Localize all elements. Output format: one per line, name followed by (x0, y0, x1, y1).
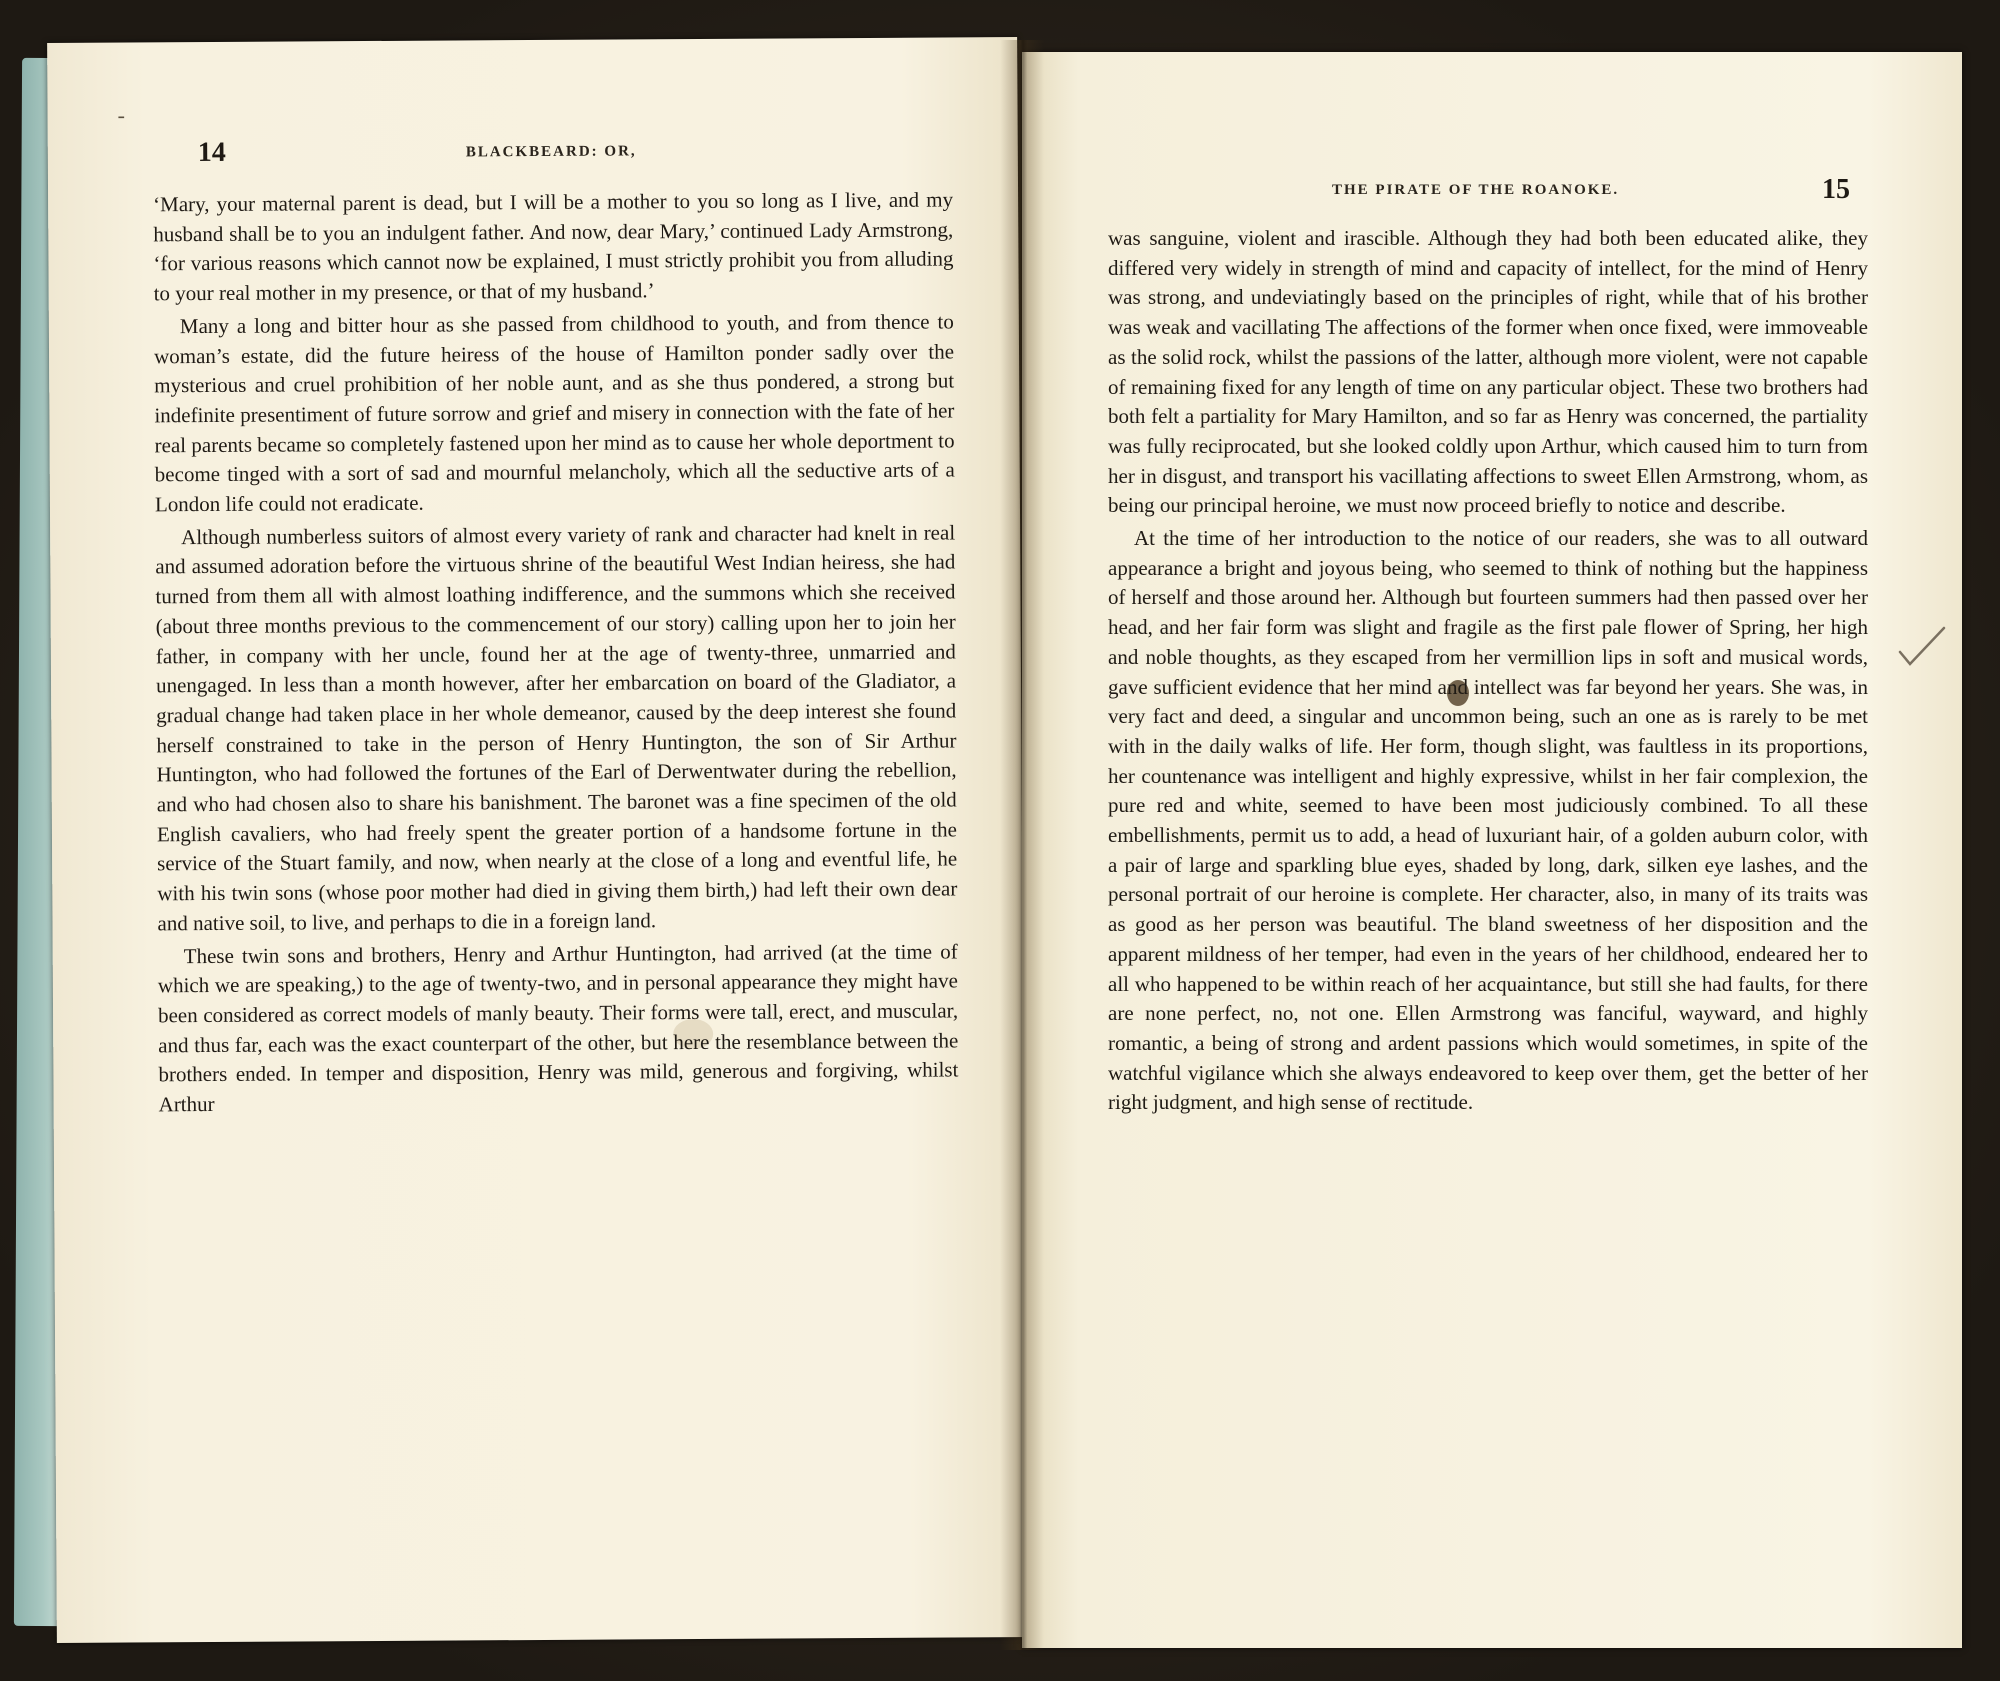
paragraph: These twin sons and brothers, Henry and Arthur Huntington, had arrived (at the time of which we are speaking,) to the age of twenty-two, and in personal appearance they might have been considered as correct models of manly beauty. Their forms were tall, erect, and muscular, and thus far, each was the exact counterpart of the other, but here the resemblance between the brothers ended. In temper and disposition, Henry was mild, generous and forgiving, whilst Arthur (157, 939, 959, 1117)
right-page (1022, 52, 1962, 1648)
margin-mark: - (117, 102, 125, 128)
paragraph: At the time of her introduction to the notice of our readers, she was to all outward appearance a bright and joyous being, who seemed to think of nothing but the happiness of herself and those around her. Although but fourteen summers had then passed over her head, and her fair form was slight and fragile as the first pale flower of Spring, her high and noble thoughts, as they escaped from her vermillion lips in soft and musical words, gave sufficient evidence that her mind and intellect was far beyond her years. She was, in very fact and deed, a singular and uncommon being, such an one as is rarely to be met with in the daily walks of life. Her form, though slight, was faultless in its proportions, her countenance was intelligent and highly expressive, whilst in her fair complexion, the pure red and white, seemed to have been most judiciously combined. To all these embellishments, permit us to add, a head of luxuriant hair, of a golden auburn color, with a pair of large and sparkling blue eyes, shaded by long, dark, silken eye lashes, and the personal portrait of our heroine is complete. Her character, also, in many of its traits was as good as her person was beautiful. The bland sweetness of her disposition and the apparent mildness of her temper, had even in the years of her childhood, endeared her to all who happened to be within reach of her acquaintance, but still she had faults, for there are none perfect, no, not one. Ellen Armstrong was fanciful, wayward, and highly romantic, a being of strong and ardent passions which would sometimes, in spite of the watchful vigilance which she always endeavored to keep over them, get the better of her right judgment, and high sense of rectitude. (1108, 526, 1868, 1115)
running-head-left: BLACKBEARD: OR, (465, 143, 637, 161)
paragraph: ‘Mary, your maternal parent is dead, but I will be a mother to you so long as I live, and my husband shall be to you an indulgent father. And now, dear Mary,’ continued Lady Armstrong, ‘for various reasons which cannot now be explained, I must strictly prohibit you from alluding to your real mother in my presence, or that of my husband.’ (153, 187, 954, 306)
left-page-body (153, 185, 959, 1123)
page-number-right: 15 (1822, 174, 1850, 205)
running-head-right: THE PIRATE OF THE ROANOKE. (1332, 182, 1620, 198)
paragraph: Although numberless suitors of almost every variety of rank and character had knelt in real and assumed adoration before the virtuous shrine of the beautiful West Indian heiress, she had turned from them all with almost loathing indifference, and the summons which she received (about three months previous to the commencement of our story) calling upon her to join her father, in company with her uncle, found her at the age of twenty-three, unmarried and unengaged. In less than a month however, after her embarcation on board of the Gladiator, a gradual change had taken place in her whole demeanor, caused by the deep interest she found herself constrained to take in the person of Henry Huntington, the son of Sir Arthur Huntington, who had followed the fortunes of the Earl of Derwentwater during the rebellion, and who had chosen also to share his banishment. The baronet was a fine specimen of the old English cavaliers, who had freely spent the greater portion of a handsome fortune in the service of the Stuart family, and now, when nearly at the close of a long and eventful life, he with his twin sons (whose poor mother had died in giving them birth,) had left their own dear and native soil, to live, and perhaps to die in a foreign land. (155, 520, 958, 936)
pencil-check-icon (1896, 622, 1948, 672)
paragraph: Many a long and bitter hour as she passed from childhood to youth, and from thence to woman’s estate, did the future heiress of the house of Hamilton ponder sadly over the mysterious and cruel prohibition of her noble aunt, and as she thus pondered, a strong but indefinite presentiment of future sorrow and grief and misery in connection with the fate of her real parents became so completely fastened upon her mind as to cause her whole deportment to become tinged with a sort of sad and mournful melancholy, which all the seductive arts of a London life could not eradicate. (153, 309, 955, 517)
left-page (47, 37, 1027, 1643)
page-number-left: 14 (197, 136, 226, 169)
right-page-body (1108, 224, 1868, 1121)
paragraph: was sanguine, violent and irascible. Although they had both been educated alike, they differed very widely in strength of mind and capacity of intellect, for the mind of Henry was strong, and undeviatingly based on the principles of right, while that of his brother was weak and vacillating The affections of the former when once fixed, were immoveable as the solid rock, whilst the passions of the latter, although more violent, were not capable of remaining fixed for any length of time on any particular object. These two brothers had both felt a partiality for Mary Hamilton, and so far as Henry was concerned, the partiality was fully reciprocated, but she looked coldly upon Arthur, which caused him to turn from her in disgust, and transport his vacillating affections to sweet Ellen Armstrong, whom, as being our principal heroine, we must now proceed briefly to notice and describe. (1108, 226, 1868, 518)
